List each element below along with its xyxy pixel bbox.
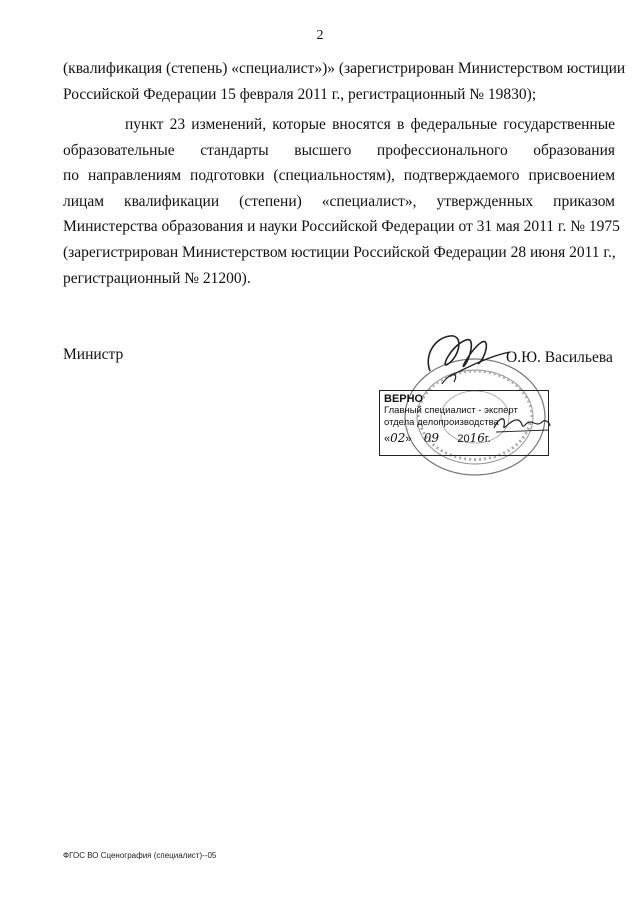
page-number: 2 [316, 28, 324, 43]
paragraph-line: лицам квалификации (степени) «специалист», утвержденных приказом [63, 192, 615, 210]
paragraph-line: Министерства образования и науки Российской Федерации от 31 мая 2011 г. № 1975 [63, 218, 620, 236]
signatory-name: О.Ю. Васильева [506, 349, 613, 366]
handwritten-signature [420, 326, 520, 396]
date-year-prefix: 20 [457, 433, 470, 445]
paragraph-line: (зарегистрирован Министерством юстиции Российской Федерации 28 июня 2011 г., [63, 243, 616, 261]
date-open-quote: « [384, 433, 391, 445]
date-year-suffix-g: г. [484, 433, 491, 445]
date-month: 09 [423, 431, 440, 445]
paragraph-line: образовательные стандарты высшего профессионального образования [63, 141, 615, 159]
paragraph-line: по направлениям подготовки (специальностям), подтверждаемого присвоением [63, 167, 615, 185]
stamp-title: ВЕРНО [384, 393, 424, 405]
stamp-department: отдела делопроизводства [384, 417, 499, 428]
date-day: 02 [390, 431, 406, 445]
date-close-quote: » [405, 433, 412, 445]
stamp-signature [492, 412, 552, 434]
paragraph-line: регистрационный № 21200). [63, 269, 251, 287]
date-year-suffix: 16 [469, 431, 485, 445]
paragraph-line: пункт 23 изменений, которые вносятся в федеральные государственные [125, 116, 615, 133]
document-footer: ФГОС ВО Сценография (специалист)--05 [63, 851, 217, 860]
stamp-position: Главный специалист - эксперт [384, 405, 518, 416]
paragraph-registration [63, 56, 626, 107]
paragraph-line: (квалификация (степень) «специалист»)» (зарегистрирован Министерством юстиции [63, 60, 626, 77]
signatory-position: Министр [63, 346, 124, 363]
paragraph-item-23 [63, 112, 620, 291]
paragraph-line: Российской Федерации 15 февраля 2011 г., регистрационный № 19830); [63, 85, 537, 103]
